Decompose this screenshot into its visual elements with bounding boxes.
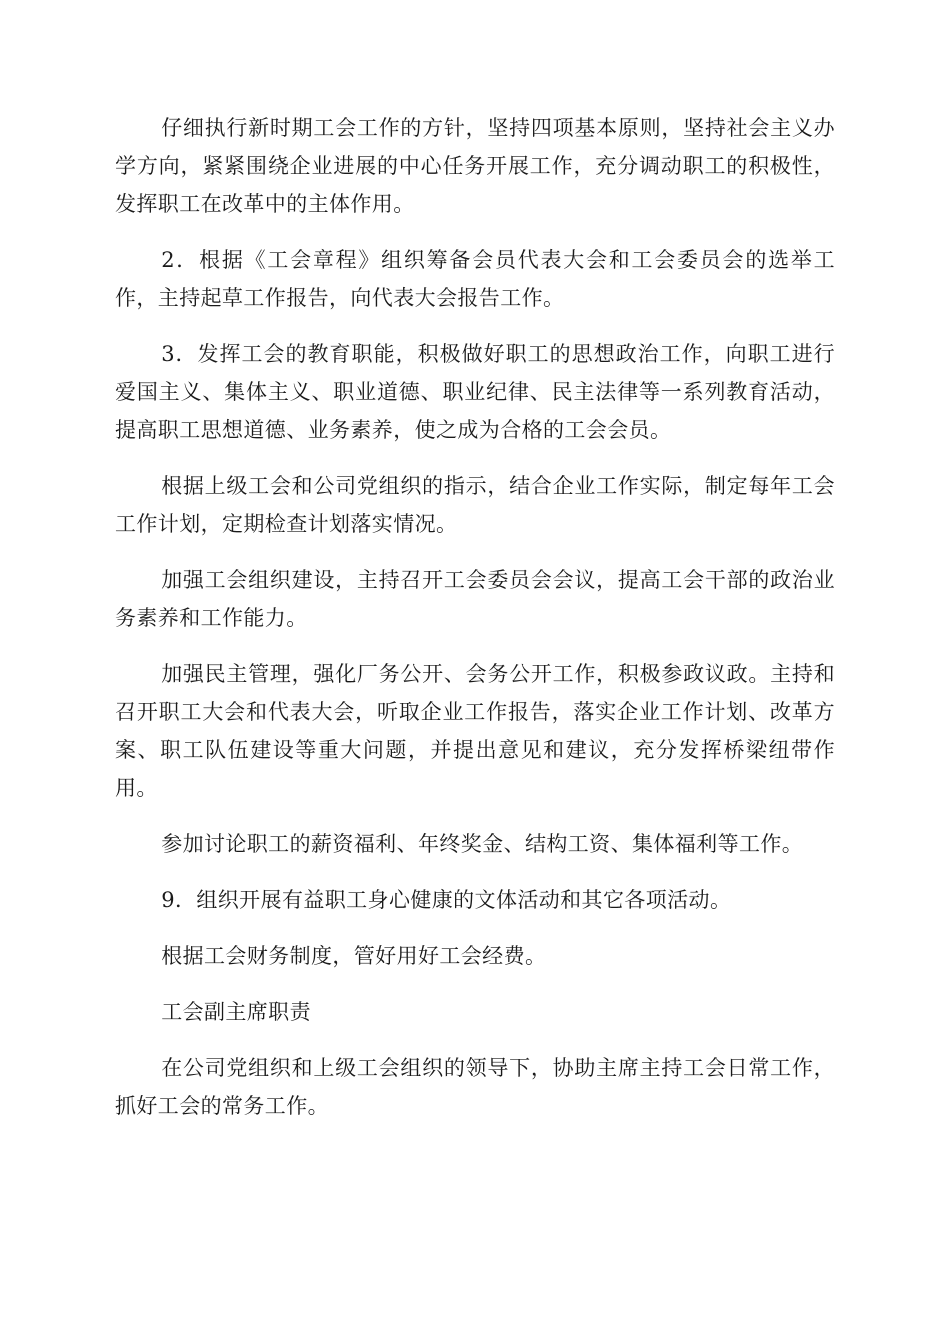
paragraph-finance: 根据工会财务制度，管好用好工会经费。	[161, 944, 547, 968]
paragraph-item-2-election: 2．根据《工会章程》组织筹备会员代表大会和工会委员会的选举工作，主持起草工作报告，向代表大会报告工作。	[115, 248, 835, 310]
paragraph-annual-plan: 根据上级工会和公司党组织的指示，结合企业工作实际，制定每年工会工作计划，定期检查计划落实情况。	[115, 474, 835, 536]
paragraph-welfare-discussion: 参加讨论职工的薪资福利、年终奖金、结构工资、集体福利等工作。	[161, 832, 804, 856]
paragraph-item-3-education: 3．发挥工会的教育职能，积极做好职工的思想政治工作，向职工进行爱国主义、集体主义、职业道德、职业纪律、民主法律等一系列教育活动，提高职工思想道德、业务素养，使之成为合格的工会会员。	[115, 342, 835, 442]
document-body	[115, 109, 835, 1143]
paragraph-item-9-activities: 9．组织开展有益职工身心健康的文体活动和其它各项活动。	[161, 888, 732, 912]
section-heading-vice-chair-duties: 工会副主席职责	[161, 1000, 311, 1024]
paragraph-execute-guidelines: 仔细执行新时期工会工作的方针，坚持四项基本原则，坚持社会主义办学方向，紧紧围绕企业进展的中心任务开展工作，充分调动职工的积极性，发挥职工在改革中的主体作用。	[115, 116, 835, 216]
paragraph-organization-building: 加强工会组织建设，主持召开工会委员会会议，提高工会干部的政治业务素养和工作能力。	[115, 568, 835, 630]
paragraph-vice-chair-assist: 在公司党组织和上级工会组织的领导下，协助主席主持工会日常工作，抓好工会的常务工作。	[115, 1056, 835, 1118]
paragraph-democratic-management: 加强民主管理，强化厂务公开、会务公开工作，积极参政议政。主持和召开职工大会和代表大会，听取企业工作报告，落实企业工作计划、改革方案、职工队伍建设等重大问题，并提出意见和建议，充分发挥桥梁纽带作用。	[115, 662, 835, 800]
